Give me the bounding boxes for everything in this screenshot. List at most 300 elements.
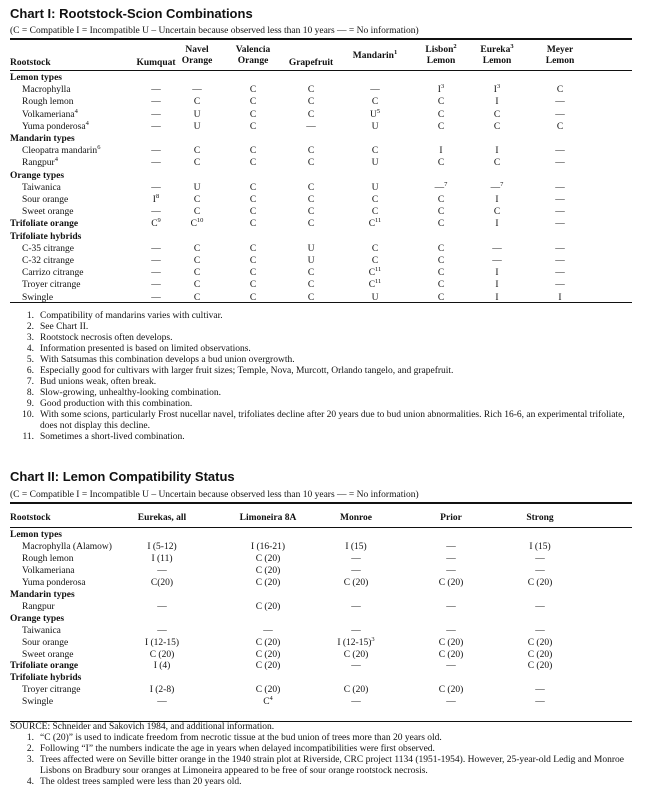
table-cell: [532, 122, 588, 133]
cell-text: C: [371, 97, 379, 108]
rootstock-name: [22, 626, 61, 637]
rootstock-label: Swingle: [22, 697, 54, 708]
cell-text: C (20): [343, 649, 369, 660]
footnote-number: 4.: [26, 344, 34, 354]
rootstock-label: Carrizo citrange: [22, 268, 84, 279]
table-row: [0, 207, 646, 218]
table-cell: [282, 183, 340, 194]
cell-text: I (12-15): [337, 637, 372, 648]
table-cell: [348, 107, 402, 121]
table-cell: [282, 219, 340, 230]
cell-text: I (12-15): [144, 637, 180, 648]
cell-text: C: [193, 97, 201, 108]
column-header: [469, 42, 525, 67]
cell-text: C: [493, 158, 501, 169]
cell-text: I: [495, 268, 499, 279]
cell-text: —: [446, 541, 456, 552]
cell-text: C: [249, 97, 257, 108]
table-cell: [224, 85, 282, 96]
rootstock-label: Cleopatra mandarin: [22, 146, 98, 157]
cell-text: C: [437, 292, 445, 303]
table-cell: [469, 207, 525, 218]
cell-text: C: [193, 243, 201, 254]
chart2-header-rule: [10, 527, 632, 528]
table-cell: [532, 97, 588, 108]
table-cell: [282, 158, 340, 169]
column-header-line: Eureka$^3$: [480, 42, 514, 55]
table-cell: [282, 110, 340, 121]
cell-text: C: [368, 280, 376, 291]
cell-text: C: [249, 256, 257, 266]
table-cell: [316, 661, 396, 672]
cell-text: C: [437, 195, 445, 205]
chart1-footnotes: [10, 311, 632, 443]
cell-text: —: [157, 625, 167, 636]
table-cell: [348, 158, 402, 169]
table-cell: [316, 685, 396, 696]
footnote-ref: 4: [269, 695, 273, 703]
cell-text: I: [495, 146, 499, 157]
rootstock-label: Trifoliate hybrids: [10, 231, 82, 242]
table-cell: [413, 195, 469, 206]
cell-text: C (20): [527, 649, 553, 660]
rootstock-name: [10, 134, 75, 145]
table-row: [0, 554, 646, 565]
cell-text: —: [151, 109, 161, 120]
table-cell: [348, 85, 402, 96]
cell-text: C: [193, 268, 201, 279]
table-cell: [413, 158, 469, 169]
cell-text: U: [307, 243, 315, 254]
rootstock-name: [22, 195, 68, 206]
footnote-ref: 5: [376, 107, 381, 115]
footnote: [10, 322, 632, 333]
table-cell: [469, 256, 525, 267]
table-cell: [316, 650, 396, 661]
footnote-number: 2.: [26, 744, 34, 754]
footnote-ref: 3: [496, 83, 501, 91]
table-cell: [282, 122, 340, 133]
table-cell: [223, 602, 313, 613]
table-cell: [469, 97, 525, 108]
rootstock-name: [22, 650, 73, 661]
chart1-legend: (C = Compatible I = Incompatible U – Uncertain because observed less than 10 years — = No information): [10, 26, 419, 36]
cell-text: —: [434, 182, 445, 193]
cell-text: —: [151, 97, 161, 108]
table-cell: [316, 578, 396, 589]
footnote-ref: 1: [393, 48, 398, 56]
cell-text: —: [306, 121, 316, 132]
footnote: [10, 355, 632, 366]
table-cell: [532, 158, 588, 169]
table-cell: [316, 542, 396, 553]
footnote-ref: 7: [500, 180, 504, 188]
cell-text: U: [193, 109, 201, 120]
footnote: [10, 388, 632, 399]
table-cell: [171, 183, 223, 194]
rootstock-label: Yuma ponderosa: [22, 577, 86, 588]
rootstock-name: [10, 219, 78, 230]
table-cell: [282, 195, 340, 206]
cell-text: C: [437, 256, 445, 266]
cell-text: C: [193, 256, 201, 266]
rootstock-name: [22, 244, 74, 255]
cell-text: —: [157, 601, 167, 612]
cell-text: —: [446, 601, 456, 612]
table-group-row: [0, 614, 646, 625]
rootstock-name: [22, 256, 74, 267]
rootstock-name: [22, 566, 75, 577]
table-row: [0, 244, 646, 255]
cell-text: C: [307, 219, 315, 230]
table-cell: [411, 661, 491, 672]
cell-text: —: [370, 85, 380, 96]
cell-text: C: [437, 268, 445, 279]
cell-text: C: [249, 146, 257, 157]
table-cell: [413, 207, 469, 218]
table-cell: [316, 554, 396, 565]
column-header: [316, 513, 396, 524]
table-cell: [117, 626, 207, 637]
cell-text: C: [249, 268, 257, 279]
rootstock-label: Rangpur: [22, 158, 55, 169]
rootstock-name: [10, 73, 62, 84]
table-cell: [469, 280, 525, 291]
cell-text: C: [307, 280, 315, 291]
table-cell: [413, 256, 469, 267]
column-header: [500, 513, 580, 524]
cell-text: C: [437, 121, 445, 132]
column-header-line: Valencia: [235, 45, 271, 55]
table-cell: [500, 626, 580, 637]
table-cell: [316, 602, 396, 613]
cell-text: —: [555, 146, 565, 157]
footnote-text: Compatibility of mandarins varies with cultivar.: [40, 311, 223, 321]
footnote-number: 1.: [26, 311, 34, 321]
cell-text: C: [249, 182, 257, 193]
cell-text: C: [249, 85, 257, 96]
rootstock-label: Troyer citrange: [22, 685, 81, 696]
cell-text: I (15): [345, 541, 367, 552]
rootstock-name: [22, 119, 89, 133]
table-cell: [500, 554, 580, 565]
cell-text: I (2-8): [149, 685, 175, 696]
chart2-title: Chart II: Lemon Compatibility Status: [10, 469, 235, 484]
cell-text: U: [307, 256, 315, 266]
table-cell: [413, 97, 469, 108]
table-cell: [411, 638, 491, 649]
rootstock-name: [22, 107, 78, 121]
cell-text: C (20): [255, 565, 281, 576]
rootstock-name: [10, 530, 62, 541]
cell-text: —: [151, 146, 161, 157]
rootstock-label: Sour orange: [22, 637, 69, 648]
column-header-line: Meyer: [546, 45, 574, 55]
footnote-ref: 6: [97, 144, 101, 152]
table-row: [0, 602, 646, 613]
table-cell: [224, 244, 282, 255]
column-header-line: Limoneira 8A: [239, 513, 297, 523]
table-cell: [469, 268, 525, 279]
rootstock-label: Lemon types: [10, 73, 62, 83]
cell-text: —: [535, 625, 545, 636]
rootstock-name: [10, 232, 81, 243]
table-row: [0, 256, 646, 267]
table-cell: [469, 158, 525, 169]
table-cell: [171, 158, 223, 169]
column-header: [282, 58, 340, 69]
rootstock-name: [22, 542, 112, 553]
cell-text: C: [193, 280, 201, 291]
column-header-line: Navel: [185, 45, 209, 55]
table-cell: [171, 195, 223, 206]
footnote-text: Bud unions weak, often break.: [40, 377, 157, 387]
footnote-text: With Satsumas this combination develops a bud union overgrowth.: [40, 355, 295, 365]
table-cell: [282, 280, 340, 291]
table-cell: [500, 542, 580, 553]
table-cell: [223, 661, 313, 672]
table-cell: [316, 626, 396, 637]
table-cell: [411, 697, 491, 708]
table-cell: [117, 578, 207, 589]
cell-text: C: [249, 207, 257, 218]
table-cell: [411, 554, 491, 565]
cell-text: C: [493, 109, 501, 120]
table-cell: [224, 110, 282, 121]
cell-text: —: [446, 661, 456, 672]
rootstock-label: Mandarin types: [10, 589, 75, 600]
table-cell: [117, 661, 207, 672]
cell-text: —: [490, 182, 501, 193]
footnote-text: See Chart II.: [40, 322, 89, 332]
table-cell: [224, 97, 282, 108]
rootstock-label: Lemon types: [10, 530, 62, 540]
table-cell: [316, 566, 396, 577]
column-header-line: Prior: [440, 513, 462, 523]
table-cell: [282, 244, 340, 255]
cell-text: —: [555, 109, 565, 120]
cell-text: C: [371, 146, 379, 157]
cell-text: —: [555, 97, 565, 108]
table-cell: [282, 256, 340, 267]
table-cell: [500, 566, 580, 577]
column-header: [224, 45, 282, 67]
footnote-text: Especially good for cultivars with larger fruit sizes; Temple, Nova, Murcott, Orlando tangelo, and grapefruit.: [40, 366, 454, 376]
cell-text: —: [555, 195, 565, 205]
cell-text: C (20): [255, 601, 281, 612]
cell-text: —: [555, 243, 565, 254]
table-cell: [413, 268, 469, 279]
table-cell: [224, 280, 282, 291]
table-cell: [348, 280, 402, 291]
footnote: [10, 399, 632, 410]
table-cell: [411, 566, 491, 577]
table-cell: [282, 207, 340, 218]
footnote-number: 4.: [26, 777, 34, 787]
cell-text: C: [249, 280, 257, 291]
column-header: [117, 513, 207, 524]
footnote-ref: 4: [74, 107, 78, 115]
footnote-ref: 11: [375, 217, 382, 225]
cell-text: C (20): [255, 661, 281, 672]
footnote-number: 3.: [26, 333, 34, 343]
column-header: [532, 45, 588, 67]
rootstock-name: [22, 207, 73, 218]
table-cell: [500, 578, 580, 589]
rootstock-label: Orange types: [10, 170, 65, 181]
rootstock-label: Sweet orange: [22, 207, 74, 218]
cell-text: U: [193, 121, 201, 132]
cell-text: —: [351, 697, 361, 708]
table-cell: [282, 268, 340, 279]
rootstock-name: [22, 280, 80, 291]
table-cell: [411, 602, 491, 613]
footnote: [10, 311, 632, 322]
footnote-text: Sometimes a short-lived combination.: [40, 432, 185, 442]
cell-text: C: [371, 195, 379, 205]
rootstock-name: [10, 614, 64, 625]
table-row: [0, 697, 646, 708]
cell-text: I: [495, 219, 499, 230]
chart2-top-rule: [10, 502, 632, 504]
table-cell: [532, 110, 588, 121]
cell-text: C: [249, 292, 257, 303]
footnote-ref: 3: [510, 42, 514, 50]
table-cell: [224, 158, 282, 169]
cell-text: C: [437, 109, 445, 120]
cell-text: C: [368, 268, 376, 279]
chart1-title: Chart I: Rootstock-Scion Combinations: [10, 6, 253, 21]
table-cell: [532, 219, 588, 230]
table-cell: [532, 280, 588, 291]
rootstock-label: Rough lemon: [22, 97, 74, 108]
footnote-ref: 3: [371, 635, 375, 643]
table-cell: [413, 219, 469, 230]
table-cell: [171, 280, 223, 291]
table-cell: [224, 183, 282, 194]
chart1-header-rule: [10, 70, 632, 71]
footnote: [10, 755, 632, 777]
cell-text: C: [193, 292, 201, 303]
table-cell: [117, 542, 207, 553]
cell-text: U: [371, 182, 379, 193]
rootstock-name: [22, 158, 58, 169]
footnote: [10, 744, 632, 755]
rootstock-label: C-35 citrange: [22, 243, 74, 254]
cell-text: —: [151, 85, 161, 96]
table-group-row: [0, 661, 646, 672]
cell-text: C: [249, 121, 257, 132]
cell-text: —: [535, 601, 545, 612]
rootstock-name: [22, 685, 80, 696]
table-cell: [532, 183, 588, 194]
table-cell: [171, 219, 223, 230]
column-header: [223, 513, 313, 524]
cell-text: —: [151, 121, 161, 132]
footnote-number: 1.: [26, 733, 34, 743]
table-row: [0, 119, 646, 133]
table-cell: [348, 219, 402, 230]
footnote-number: 8.: [26, 388, 34, 398]
table-cell: [171, 244, 223, 255]
table-cell: [532, 85, 588, 96]
table-cell: [348, 97, 402, 108]
chart2-source: SOURCE: Schneider and Sakovich 1984, and additional information.: [10, 722, 275, 732]
cell-text: —: [151, 207, 161, 218]
cell-text: —: [555, 182, 565, 193]
table-cell: [469, 110, 525, 121]
table-group-row: [0, 590, 646, 601]
footnote: [10, 366, 632, 377]
table-row: [0, 85, 646, 96]
cell-text: —: [555, 280, 565, 291]
table-cell: [117, 554, 207, 565]
cell-text: C (20): [343, 685, 369, 696]
cell-text: —: [151, 243, 161, 254]
rootstock-name: [22, 97, 73, 108]
table-cell: [532, 195, 588, 206]
rootstock-label: Rangpur: [22, 601, 55, 612]
rootstock-label: Orange types: [10, 613, 65, 624]
rootstock-label: Volkameriana: [22, 109, 75, 120]
table-cell: [532, 244, 588, 255]
rootstock-label: Troyer citrange: [22, 280, 81, 291]
cell-text: C: [307, 146, 315, 157]
table-cell: [171, 85, 223, 96]
table-cell: [469, 219, 525, 230]
table-cell: [282, 97, 340, 108]
rootstock-label: Sour orange: [22, 195, 69, 205]
table-row: [0, 626, 646, 637]
column-header-line: Orange: [181, 56, 213, 66]
chart1-bottom-rule: [10, 302, 632, 303]
cell-text: C: [307, 207, 315, 218]
column-header-line: Lemon: [426, 56, 456, 66]
footnote-text: Trees affected were on Seville bitter orange in the 1940 strain plot at Riverside, CRC project 1134 (1951-1954). However, 25-year-old Ledig and Monroe Lisbons on Bradbury sour oranges at Limoneira appeared to be free of sour orange rootstock necrosis.: [40, 755, 624, 776]
table-group-row: [0, 530, 646, 541]
cell-text: —: [535, 553, 545, 564]
cell-text: C: [437, 97, 445, 108]
cell-text: I: [495, 97, 499, 108]
footnote: [10, 410, 632, 432]
table-cell: [171, 110, 223, 121]
chart2-legend: (C = Compatible I = Incompatible U – Uncertain because observed less than 10 years — = No information): [10, 490, 419, 500]
footnote-number: 3.: [26, 755, 34, 765]
table-cell: [223, 685, 313, 696]
cell-text: —: [555, 256, 565, 266]
table-cell: [413, 146, 469, 157]
cell-text: C: [249, 243, 257, 254]
footnote-ref: 3: [440, 83, 445, 91]
table-cell: [117, 697, 207, 708]
footnote-number: 9.: [26, 399, 34, 409]
cell-text: —: [351, 565, 361, 576]
column-header-line: Lemon: [482, 56, 512, 66]
table-row: [0, 268, 646, 279]
footnote-text: Following “I” the numbers indicate the age in years when delayed incompatibilities were first observed.: [40, 744, 435, 754]
cell-text: —: [535, 565, 545, 576]
cell-text: C: [263, 697, 270, 708]
cell-text: —: [151, 292, 161, 303]
table-cell: [224, 219, 282, 230]
cell-text: I (4): [153, 661, 171, 672]
cell-text: C: [307, 97, 315, 108]
column-header-line: Monroe: [339, 513, 372, 523]
table-cell: [348, 244, 402, 255]
cell-text: C (20): [255, 685, 281, 696]
cell-text: C: [249, 109, 257, 120]
rootstock-name: [22, 183, 61, 194]
